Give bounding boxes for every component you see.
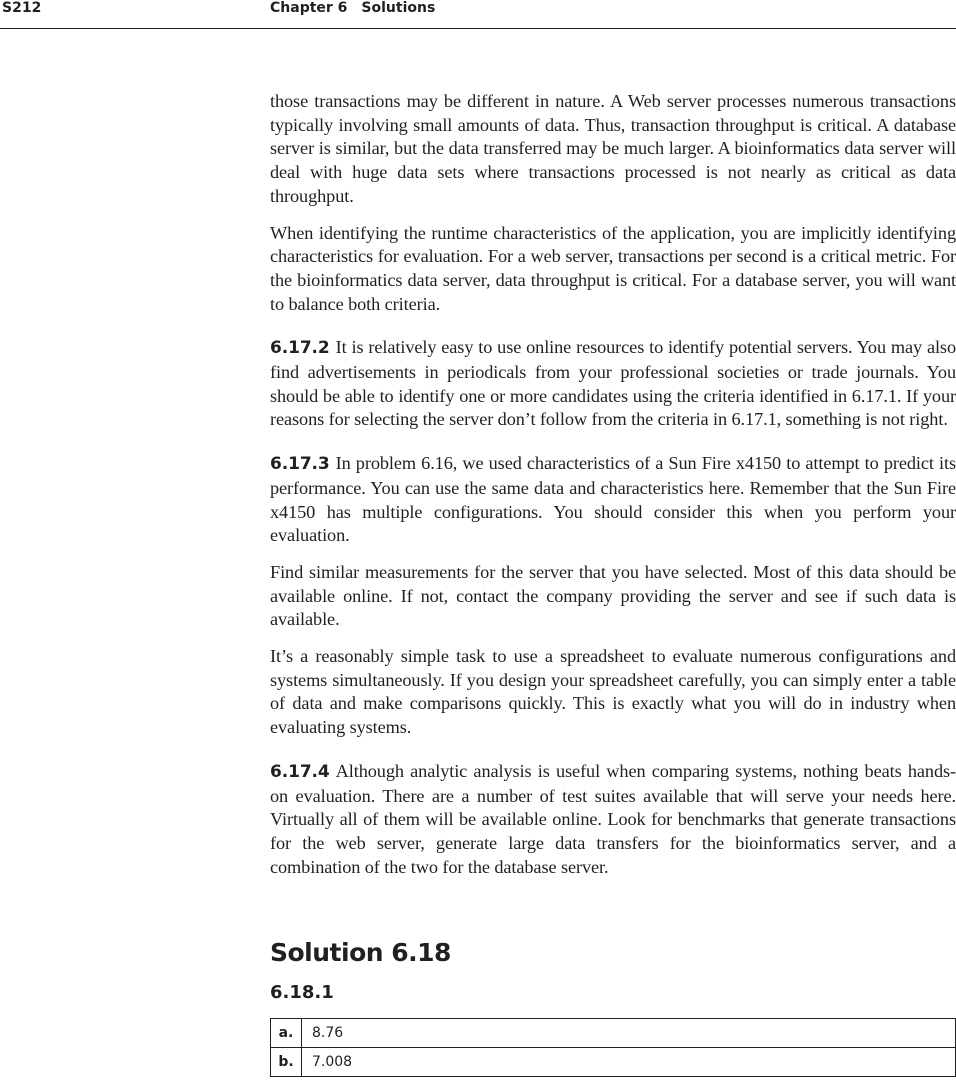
row-value: 8.76 (302, 1019, 956, 1048)
section-label: 6.17.4 (270, 761, 330, 782)
row-key: b. (271, 1048, 302, 1077)
section-6-17-2 (270, 336, 956, 432)
section-label: 6.17.3 (270, 454, 330, 475)
paragraph: Find similar measurements for the server that you have selected. Most of this data should be available online. If not, contact the company providing the server and see if such data is available. (270, 561, 956, 630)
section-label: Solutions (361, 0, 436, 16)
section-text: In problem 6.16, we used characteristics of a Sun Fire x4150 to attempt to predict its performance. You can use the same data and characteristics here. Remember that the Sun Fire x4150 has multiple configurations. You should consider this when you perform your evaluation. (270, 453, 956, 546)
table-row (271, 1019, 956, 1048)
section-6-17-4 (270, 760, 956, 880)
section-text: Although analytic analysis is useful when comparing systems, nothing beats hands-on evaluation. There are a number of test suites available that will serve your needs here. Virtually all of them will be available online. Look for benchmarks that generate transactions for the web server, generate large data transfers for the bioinformatics server, and a combination of the two for the database server. (270, 760, 956, 877)
chapter-title (270, 0, 435, 16)
row-value: 7.008 (302, 1048, 956, 1077)
row-key: a. (271, 1019, 302, 1048)
section-text: It is relatively easy to use online resources to identify potential servers. You may also find advertisements in periodicals from your professional societies or trade journals. You should be able to identify one or more candidates using the criteria identified in 6.17.1. If your reasons for selecting the server don’t follow from the criteria in 6.17.1, something is not right. (270, 337, 956, 430)
answer-table (270, 1018, 956, 1077)
paragraph: those transactions may be different in nature. A Web server processes numerous transactions typically involving small amounts of data. Thus, transaction throughput is critical. A database server is similar, but the data transferred may be much larger. A bioinformatics data server will deal with huge data sets where transactions processed is not nearly as critical as data throughput. (270, 91, 956, 206)
page-number: S212 (2, 0, 42, 16)
paragraph: It’s a reasonably simple task to use a spreadsheet to evaluate numerous configurations and systems simultaneously. If you design your spreadsheet carefully, you can simply enter a table of data and make comparisons quickly. This is exactly what you will do in industry when evaluating systems. (270, 646, 956, 738)
solution-heading: Solution 6.18 (270, 938, 451, 967)
section-label: 6.17.2 (270, 338, 330, 359)
body-text (270, 90, 956, 879)
subsection-heading: 6.18.1 (270, 982, 334, 1003)
section-6-17-3 (270, 452, 956, 548)
table-row (271, 1048, 956, 1077)
paragraph: When identifying the runtime characteristics of the application, you are implicitly identifying characteristics for evaluation. For a web server, transactions per second is a critical metric. For the bioinformatics data server, data throughput is critical. For a database server, you will want to balance both criteria. (270, 222, 956, 314)
chapter-label: Chapter 6 (270, 0, 348, 16)
running-header (0, 0, 956, 29)
